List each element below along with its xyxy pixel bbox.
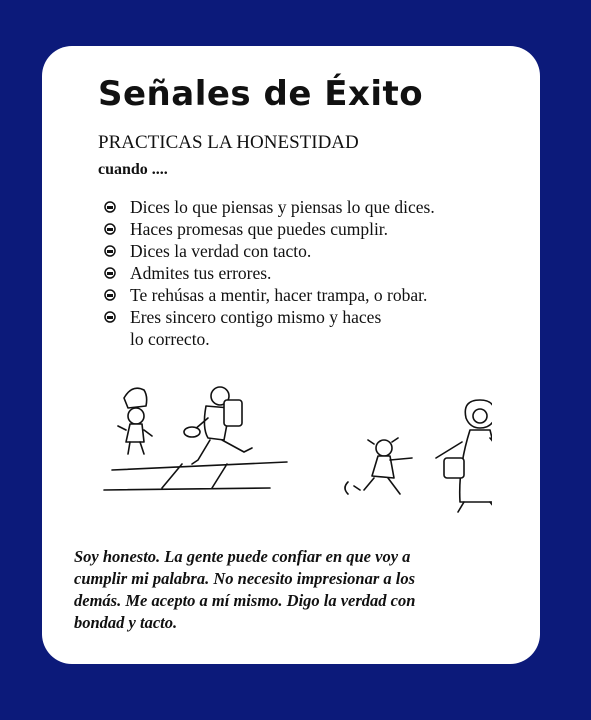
bullet-item — [100, 240, 435, 262]
card-intro: cuando .... — [98, 161, 168, 178]
motto-line: Soy honesto. La gente puede confiar en que voy a — [74, 547, 411, 566]
motto-line: bondad y tacto. — [74, 613, 178, 632]
child-with-hat-figure — [118, 388, 152, 454]
bullet-text: Dices la verdad con tacto. — [130, 241, 312, 261]
card-title: Señales de Éxito — [98, 74, 424, 114]
adult-walking-figure — [184, 387, 252, 464]
bullet-icon — [104, 223, 116, 235]
bullet-icon — [104, 201, 116, 213]
bullet-item — [100, 284, 435, 306]
motto-line: cumplir mi palabra. No necesito impresionar a los — [74, 569, 416, 588]
motto-line: demás. Me acepto a mí mismo. Digo la verdad con — [74, 591, 416, 610]
bullet-item — [100, 262, 435, 284]
bullet-text: Dices lo que piensas y piensas lo que dices. — [130, 197, 435, 217]
bullet-text: Haces promesas que puedes cumplir. — [130, 219, 389, 239]
older-woman-figure — [436, 400, 492, 512]
bullet-item-continuation — [100, 328, 435, 350]
bullet-text: lo correcto. — [130, 329, 210, 349]
cartoon-illustration — [102, 378, 492, 528]
running-girl-figure — [345, 438, 412, 494]
bullet-icon — [104, 311, 116, 323]
motto-text — [74, 546, 514, 634]
bullet-icon — [104, 289, 116, 301]
bullet-text: Te rehúsas a mentir, hacer trampa, o robar. — [130, 285, 428, 305]
bullet-icon — [104, 267, 116, 279]
bullet-icon — [104, 245, 116, 257]
card-subtitle: PRACTICAS LA HONESTIDAD — [98, 132, 359, 153]
bullet-item — [100, 218, 435, 240]
bullet-item — [100, 196, 435, 218]
bullet-item — [100, 306, 435, 328]
bullet-list — [100, 196, 435, 350]
bullet-text: Admites tus errores. — [130, 263, 272, 283]
bullet-text: Eres sincero contigo mismo y haces — [130, 307, 382, 327]
card — [42, 46, 540, 664]
